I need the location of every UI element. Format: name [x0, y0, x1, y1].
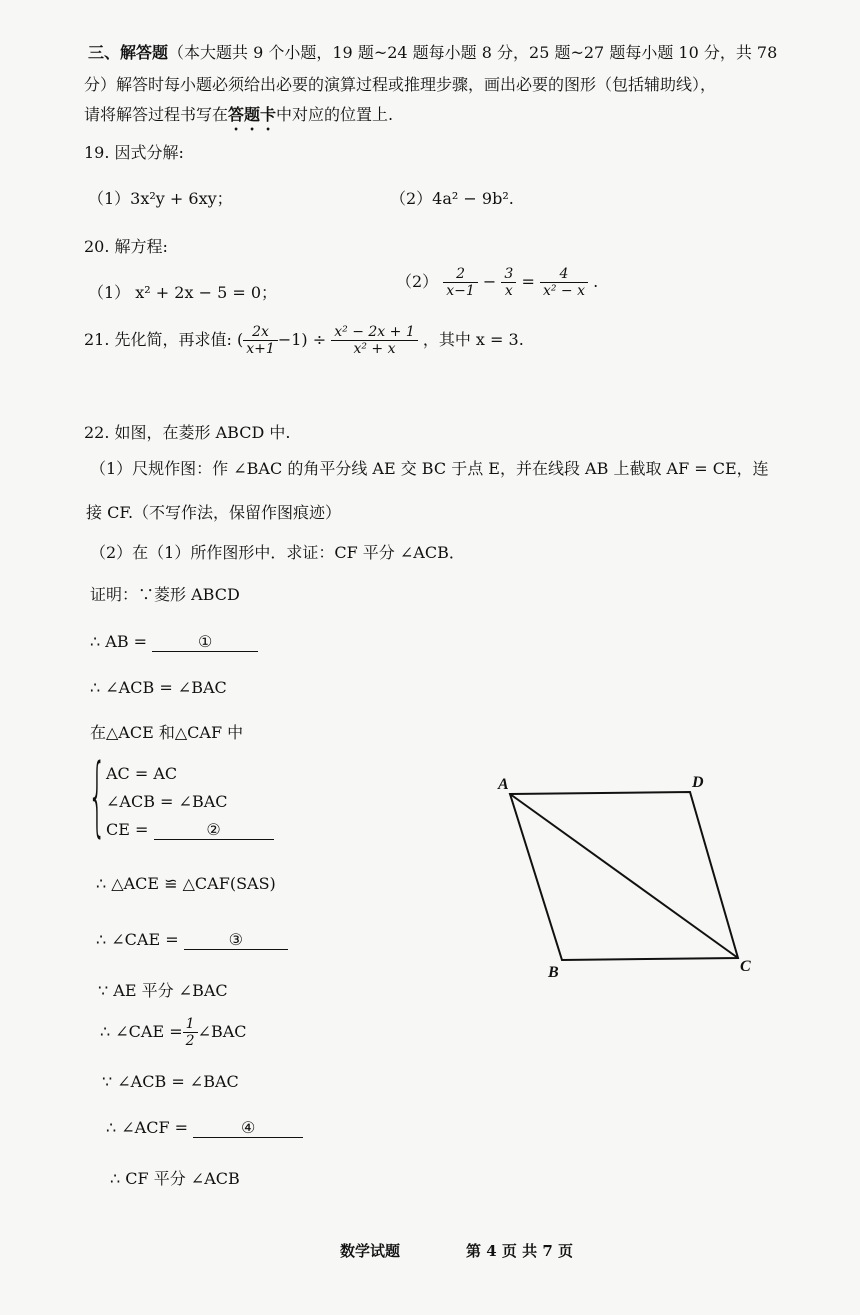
vertex-a-label: A — [498, 776, 509, 793]
q22-part1-line1: （1）尺规作图：作 ∠BAC 的角平分线 AE 交 BC 于点 E，并在线段 AB 上截取 AF = CE，连 — [90, 459, 769, 478]
proof-line1: 证明：∵菱形 ABCD — [90, 585, 240, 604]
section-header-line1 — [88, 40, 777, 63]
proof-line6: ∴ ∠CAE = ③ — [96, 930, 288, 950]
section-header-line2: 分）解答时每小题必须给出必要的演算过程或推理步骤，画出必要的图形（包括辅助线）， — [84, 75, 717, 94]
q20-title: 20. 解方程: — [84, 237, 168, 256]
q19-part2: （2）4a² − 9b². — [390, 189, 514, 208]
proof-line7: ∵ AE 平分 ∠BAC — [98, 981, 228, 1000]
vertex-d-label: D — [692, 774, 704, 791]
blank-1[interactable]: ① — [152, 632, 258, 652]
vertex-c-label: C — [740, 958, 751, 975]
proof-line10: ∴ ∠ACF = ④ — [106, 1118, 303, 1138]
blank-3[interactable]: ③ — [184, 930, 288, 950]
footer-page: 第 4 页 共 7 页 — [466, 1242, 573, 1260]
q20-part1: （1） x² + 2x − 5 = 0； — [88, 283, 278, 302]
section-intro: （本大题共 9 个小题，19 题~24 题每小题 8 分，25 题~27 题每小题 10 分，共 78 — [168, 43, 778, 62]
q20-frac1: $\frac{2}{x-1}$ — [443, 266, 478, 299]
q21-frac-b: $\frac{\text{x² − 2x + 1}}{\text{x² + x}}$ — [331, 324, 417, 357]
q21-frac-a: $\frac{2x}{x+1}$ — [243, 324, 278, 357]
proof-line3: ∴ ∠ACB = ∠BAC — [90, 678, 227, 697]
footer-subject: 数学试题 — [340, 1242, 401, 1260]
proof-line5: ∴ △ACE ≌ △CAF(SAS) — [96, 874, 276, 893]
proof-line9: ∵ ∠ACB = ∠BAC — [102, 1072, 239, 1091]
q22-part1-line2: 接 CF.（不写作法，保留作图痕迹） — [86, 503, 342, 522]
q20-frac2: $\frac{3}{x}$ — [501, 266, 516, 299]
proof-line8: ∴ ∠CAE = $\frac{1}{2}$ ∠BAC — [100, 1016, 247, 1050]
q20-part2: （2） $\frac{2}{x-1}$ − $\frac{3}{x}$ = $\frac{4}{\text{x² − x}}$ . — [396, 266, 599, 300]
rhombus-figure — [490, 770, 770, 990]
blank-2[interactable]: ② — [154, 820, 274, 840]
half-fraction: $\frac{1}{2}$ — [183, 1016, 198, 1049]
q22-title: 22. 如图，在菱形 ABCD 中. — [84, 423, 291, 442]
vertex-b-label: B — [548, 964, 559, 981]
proof-line2: ∴ AB = ① — [90, 632, 258, 652]
proof-line11: ∴ CF 平分 ∠ACB — [110, 1169, 240, 1188]
q19-part1: （1）3x²y + 6xy； — [88, 189, 233, 208]
blank-4[interactable]: ④ — [193, 1118, 303, 1138]
system-brace: { — [88, 747, 107, 848]
system-line3: CE = ② — [106, 820, 274, 840]
section-header-line3: 请将解答过程书写在答题卡中对应的位置上. — [84, 105, 394, 124]
q21-line: 21. 先化简，再求值: ( $\frac{2x}{x+1}$ −1) ÷ $\frac{\text{x² − 2x + 1}}{\text{x² + x}}$ ，其中 x = 3. — [84, 324, 524, 358]
q22-part2: （2）在（1）所作图形中．求证：CF 平分 ∠ACB． — [90, 543, 465, 562]
q19-title: 19. 因式分解: — [84, 143, 184, 162]
q20-frac3: $\frac{4}{\text{x² − x}}$ — [540, 266, 588, 299]
answer-card-emphasis: 答题卡 — [228, 105, 277, 124]
proof-line4: 在△ACE 和△CAF 中 — [90, 723, 244, 742]
section-heading: 三、解答题 — [88, 43, 169, 62]
diagonal-ac — [510, 794, 738, 958]
system-line2: ∠ACB = ∠BAC — [106, 792, 228, 811]
system-line1: AC = AC — [106, 764, 178, 783]
